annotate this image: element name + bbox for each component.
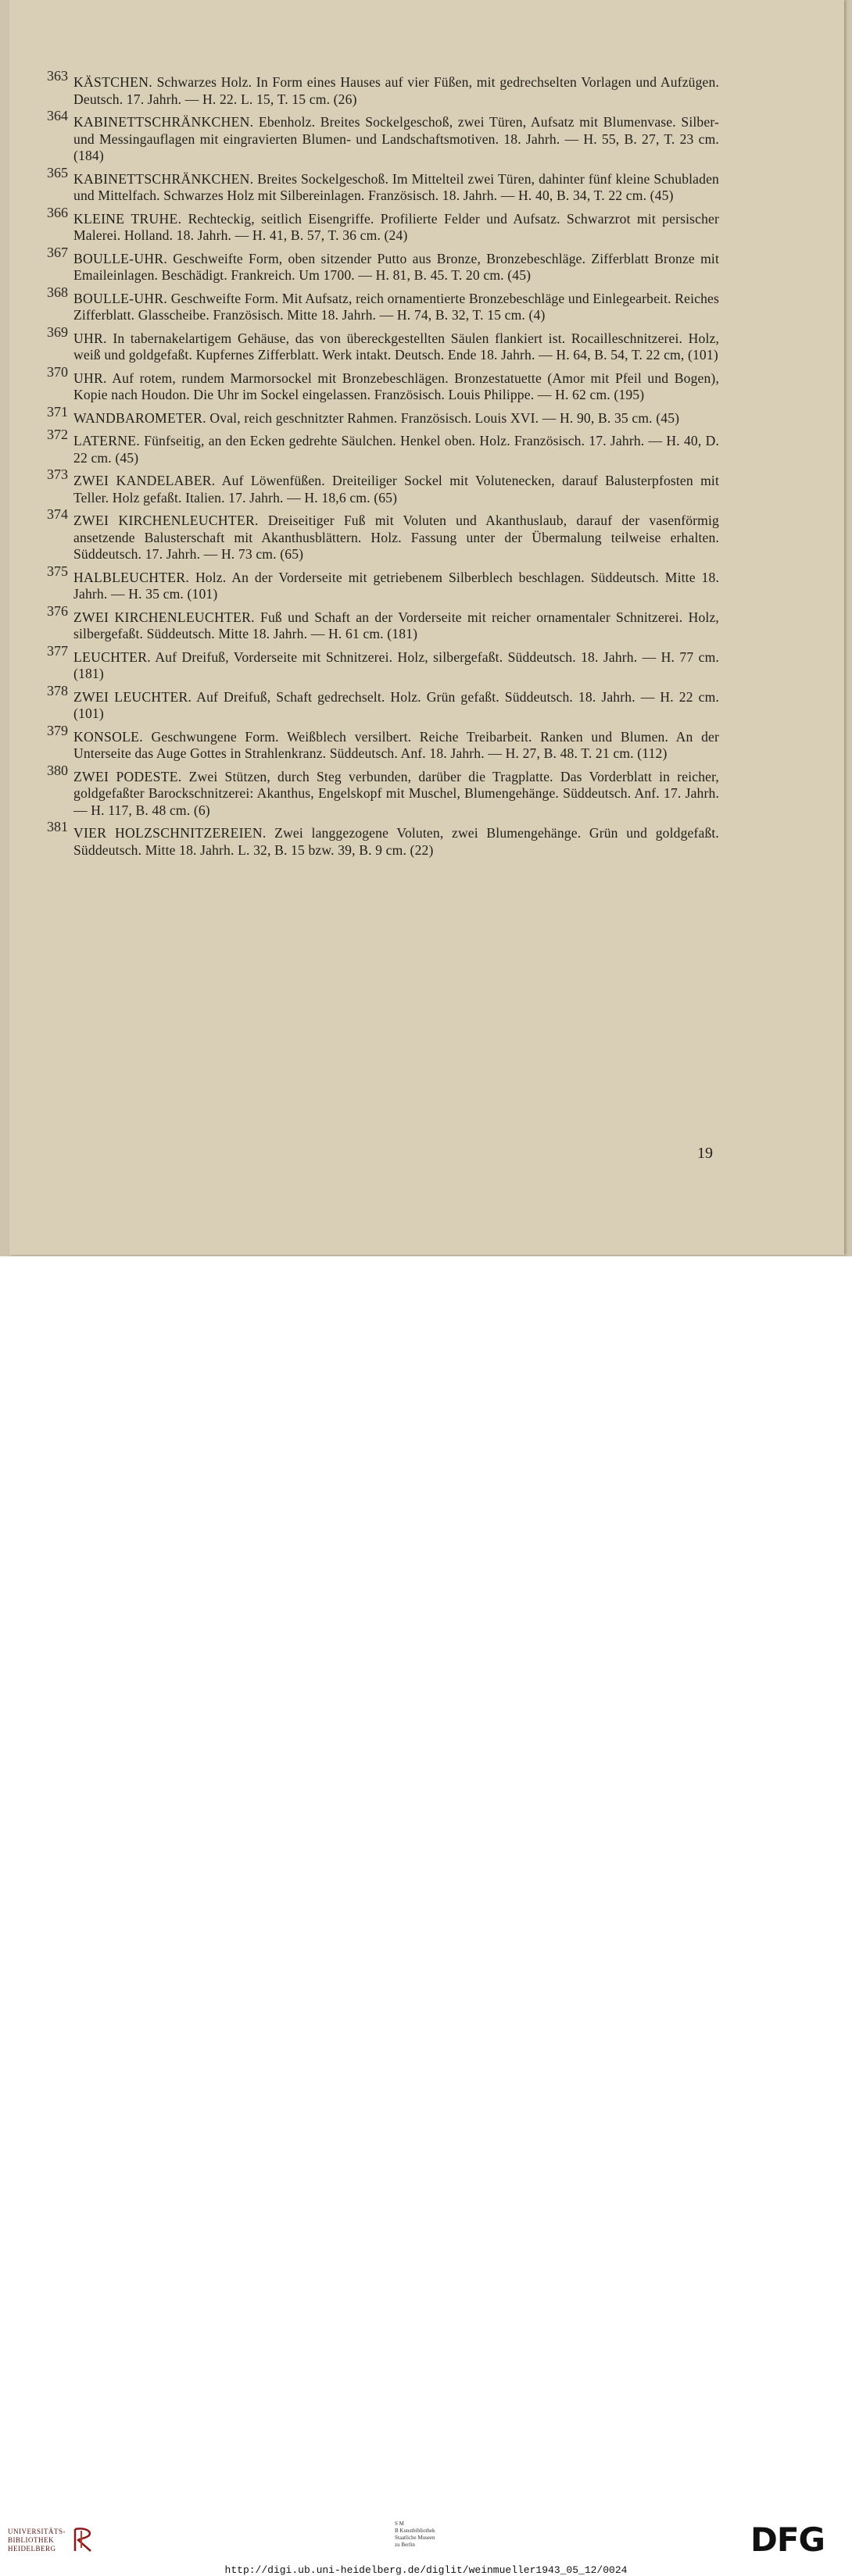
entry-title: ZWEI KIRCHENLEUCHTER. xyxy=(73,609,255,625)
entry-description xyxy=(73,769,719,820)
entry-title: UHR. xyxy=(73,330,107,346)
entry-description xyxy=(73,473,719,506)
document-page xyxy=(9,0,844,1255)
catalog-entry xyxy=(47,204,720,245)
catalog-entry xyxy=(47,284,719,324)
entry-number: 374 xyxy=(47,506,68,522)
entry-title: BOULLE-UHR. xyxy=(73,290,168,306)
library-name-line-3: HEIDELBERG xyxy=(8,2544,56,2553)
catalog-entry xyxy=(47,682,719,723)
entry-description xyxy=(73,330,719,364)
entry-description xyxy=(73,211,719,245)
entry-description xyxy=(73,410,719,427)
entry-title: ZWEI LEUCHTER. xyxy=(73,688,192,705)
entry-title: VIER HOLZSCHNITZEREIEN. xyxy=(73,825,267,841)
entry-title: KLEINE TRUHE. xyxy=(73,210,182,227)
entry-number: 366 xyxy=(47,204,68,220)
dfg-logo[interactable]: DFG xyxy=(750,2521,825,2559)
entry-text: Auf Dreifuß, Schaft gedrechselt. Holz. Grün gefaßt. Süddeutsch. 18. Jahrh. — H. 22 cm. (101) xyxy=(73,688,719,721)
entry-text: Breites Sockelgeschoß. Im Mittelteil zwei Türen, dahinter fünf kleine Schubladen und Mittelfach. Schwarzes Holz mit Silbereinlagen. Französisch. 18. Jahrh. — H. 40, B. 34, T. 22 cm. (45) xyxy=(73,170,719,203)
entry-number: 368 xyxy=(47,284,68,300)
library-name-line-2: BIBLIOTHEK xyxy=(8,2535,54,2544)
catalog-entry xyxy=(47,323,719,364)
entry-text: Rechteckig, seitlich Eisengriffe. Profilierte Felder und Aufsatz. Schwarzrot mit persischer Malerei. Holland. 18. Jahrh. — H. 41, B. 57, T. 36 cm. (24) xyxy=(73,210,720,243)
entry-text: Auf Löwenfüßen. Dreiteiliger Sockel mit Volutenecken, darauf Balusterpfosten mit Teller. Holz gefaßt. Italien. 17. Jahrh. — H. 18,6 cm. (65) xyxy=(73,473,720,506)
library-emblem-icon xyxy=(70,2526,97,2554)
entry-text: Auf Dreifuß, Vorderseite mit Schnitzerei. Holz, silbergefaßt. Süddeutsch. 18. Jahrh. — H. 77 cm. (181) xyxy=(73,648,719,681)
entry-title: KÄSTCHEN. xyxy=(73,74,152,90)
entry-title: BOULLE-UHR. xyxy=(73,250,168,266)
page-url[interactable]: http://digi.ub.uni-heidelberg.de/diglit/weinmueller1943_05_12/0024 xyxy=(224,2564,628,2576)
entry-description xyxy=(73,291,719,324)
entry-title: WANDBAROMETER. xyxy=(73,409,206,426)
entry-number: 363 xyxy=(47,68,68,84)
entry-description xyxy=(73,513,719,563)
entry-title: LATERNE. xyxy=(73,433,140,448)
entry-number: 381 xyxy=(47,819,68,834)
entry-description xyxy=(73,114,719,165)
entry-number: 369 xyxy=(47,323,68,340)
catalog-entry xyxy=(47,244,719,284)
entry-description xyxy=(73,433,719,466)
library-name-line-1: UNIVERSITÄTS- xyxy=(8,2527,66,2535)
entry-number: 370 xyxy=(47,363,68,380)
catalog-entry xyxy=(47,363,719,404)
entry-title: ZWEI KANDELABER. xyxy=(73,473,216,488)
entry-description xyxy=(73,171,719,205)
entry-text: Schwarzes Holz. In Form eines Hauses auf vier Füßen, mit gedrechselten Vorlagen und Aufzügen. Deutsch. 17. Jahrh. — H. 22. L. 15, T. 15 cm. (26) xyxy=(73,74,719,107)
entry-description xyxy=(73,570,719,603)
viewer-footer xyxy=(0,1256,852,2576)
catalog-entry xyxy=(47,722,719,763)
entry-title: LEUCHTER. xyxy=(73,648,151,665)
catalog-entry xyxy=(47,164,719,205)
entry-text: Oval, reich geschnitzter Rahmen. Französisch. Louis XVI. — H. 90, B. 35 cm. (45) xyxy=(206,409,680,426)
entry-description xyxy=(73,251,719,284)
entry-description xyxy=(73,689,719,723)
stamp-line-1: S M xyxy=(395,2521,404,2527)
entry-description xyxy=(73,74,719,108)
entry-number: 365 xyxy=(47,164,68,180)
entry-number: 371 xyxy=(47,403,68,420)
entry-number: 373 xyxy=(47,466,68,482)
entry-number: 367 xyxy=(47,244,68,260)
catalog-entry xyxy=(47,506,719,563)
entry-number: 380 xyxy=(47,762,68,778)
entry-title: KABINETTSCHRÄNKCHEN. xyxy=(73,114,254,130)
entry-title: ZWEI KIRCHENLEUCHTER. xyxy=(73,513,259,528)
stamp-line-2: B Kunstbibliothek xyxy=(395,2528,435,2534)
entry-text: In tabernakelartigem Gehäuse, das von übereckgestellten Säulen flankiert ist. Rocailleschnitzerei. Holz, weiß und goldgefaßt. Kupfernes Zifferblatt. Werk intakt. Deutsch. Ende 18. Jahrh. — H. 64, B. 54, T. 22 cm, (101) xyxy=(73,330,719,363)
catalog-entry xyxy=(47,819,719,859)
entry-text: Zwei langgezogene Voluten, zwei Blumengehänge. Grün und goldgefaßt. Süddeutsch. Mitte 18. Jahrh. L. 32, B. 15 bzw. 39, B. 9 cm. (22) xyxy=(73,825,719,858)
catalog-entry xyxy=(47,427,719,466)
stamp-line-3: Staatliche Museen xyxy=(395,2535,435,2541)
entry-description xyxy=(73,609,719,643)
entry-number: 372 xyxy=(47,427,68,442)
entry-text: Zwei Stützen, durch Steg verbunden, darüber die Tragplatte. Das Vorderblatt in reicher, goldgefaßter Barockschnitzerei: Akanthus, Engelskopf mit Muschel, Blumengehänge. Süddeutsch. Anf. 17. Jahrh. — H. 117, B. 48 cm. (6) xyxy=(73,768,719,818)
catalog-entry xyxy=(47,466,720,506)
catalog-entry xyxy=(47,642,719,683)
entry-text: Geschweifte Form, oben sitzender Putto aus Bronze, Bronzebeschläge. Zifferblatt Bronze mit Emaileinlagen. Beschädigt. Frankreich. Um 1700. — H. 81, B. 45. T. 20 cm. (45) xyxy=(73,250,719,283)
entry-description xyxy=(73,729,719,763)
catalog-entry xyxy=(47,602,719,643)
stamp-line-4: zu Berlin xyxy=(395,2542,415,2548)
entry-text: Fünfseitig, an den Ecken gedrehte Säulchen. Henkel oben. Holz. Französisch. 17. Jahrh. — H. 40, D. 22 cm. (45) xyxy=(73,433,719,466)
catalog-entry xyxy=(47,68,719,108)
entry-text: Dreiseitiger Fuß mit Voluten und Akanthuslaub, darauf der vasenförmig ansetzende Balusterschaft mit Akanthusblättern. Holz. Fassung unter der Übermalung teilweise erhalten. Süddeutsch. 17. Jahrh. — H. 73 cm. (65) xyxy=(73,513,719,562)
entry-text: Auf rotem, rundem Marmorsockel mit Bronzebeschlägen. Bronzestatuette (Amor mit Pfeil und Bogen), Kopie nach Houdon. Die Uhr im Sockel eingelassen. Französisch. Louis Philippe. — H. 62 cm. (195) xyxy=(73,370,719,402)
entry-number: 379 xyxy=(47,722,68,738)
entry-title: KABINETTSCHRÄNKCHEN. xyxy=(73,170,254,187)
catalog-entry xyxy=(47,762,719,820)
catalog-entries xyxy=(47,68,720,865)
museum-stamp xyxy=(395,2521,435,2549)
entry-number: 375 xyxy=(47,563,68,579)
catalog-entry xyxy=(47,563,719,603)
entry-title: UHR. xyxy=(73,370,107,386)
entry-description xyxy=(73,825,719,859)
entry-number: 376 xyxy=(47,602,68,619)
university-library-logo[interactable] xyxy=(8,2526,97,2554)
entry-description xyxy=(73,370,719,404)
entry-title: HALBLEUCHTER. xyxy=(73,569,190,585)
page-number: 19 xyxy=(697,1145,713,1162)
entry-number: 377 xyxy=(47,642,68,659)
entry-text: Geschweifte Form. Mit Aufsatz, reich ornamentierte Bronzebeschläge und Einlegearbeit. Reiches Zifferblatt. Glasscheibe. Französisch. Mitte 18. Jahrh. — H. 74, B. 32, T. 15 cm. (4) xyxy=(73,290,719,323)
entry-text: Holz. An der Vorderseite mit getriebenem Silberblech beschlagen. Süddeutsch. Mitte 18. Jahrh. — H. 35 cm. (101) xyxy=(73,569,719,602)
entry-number: 364 xyxy=(47,108,68,123)
catalog-entry xyxy=(47,108,719,165)
entry-number: 378 xyxy=(47,682,68,698)
entry-title: KONSOLE. xyxy=(73,728,143,745)
catalog-entry xyxy=(47,403,719,427)
scan-background xyxy=(0,0,852,1256)
entry-text: Geschwungene Form. Weißblech versilbert. Reiche Treibarbeit. Ranken und Blumen. An der Unterseite das Auge Gottes in Strahlenkranz. Süddeutsch. Anf. 18. Jahrh. — H. 27, B. 48. T. 21 cm. (112) xyxy=(73,728,719,761)
entry-text: Fuß und Schaft an der Vorderseite mit reicher ornamentaler Schnitzerei. Holz, silbergefaßt. Süddeutsch. Mitte 18. Jahrh. — H. 61 cm. (181) xyxy=(73,609,719,641)
entry-description xyxy=(73,649,719,683)
entry-title: ZWEI PODESTE. xyxy=(73,768,182,784)
entry-text: Ebenholz. Breites Sockelgeschoß, zwei Türen, Aufsatz mit Blumenvase. Silber- und Messingauflagen mit eingravierten Blumen- und Landschaftsmotiven. 18. Jahrh. — H. 55, B. 27, T. 23 cm. (184) xyxy=(73,114,719,163)
